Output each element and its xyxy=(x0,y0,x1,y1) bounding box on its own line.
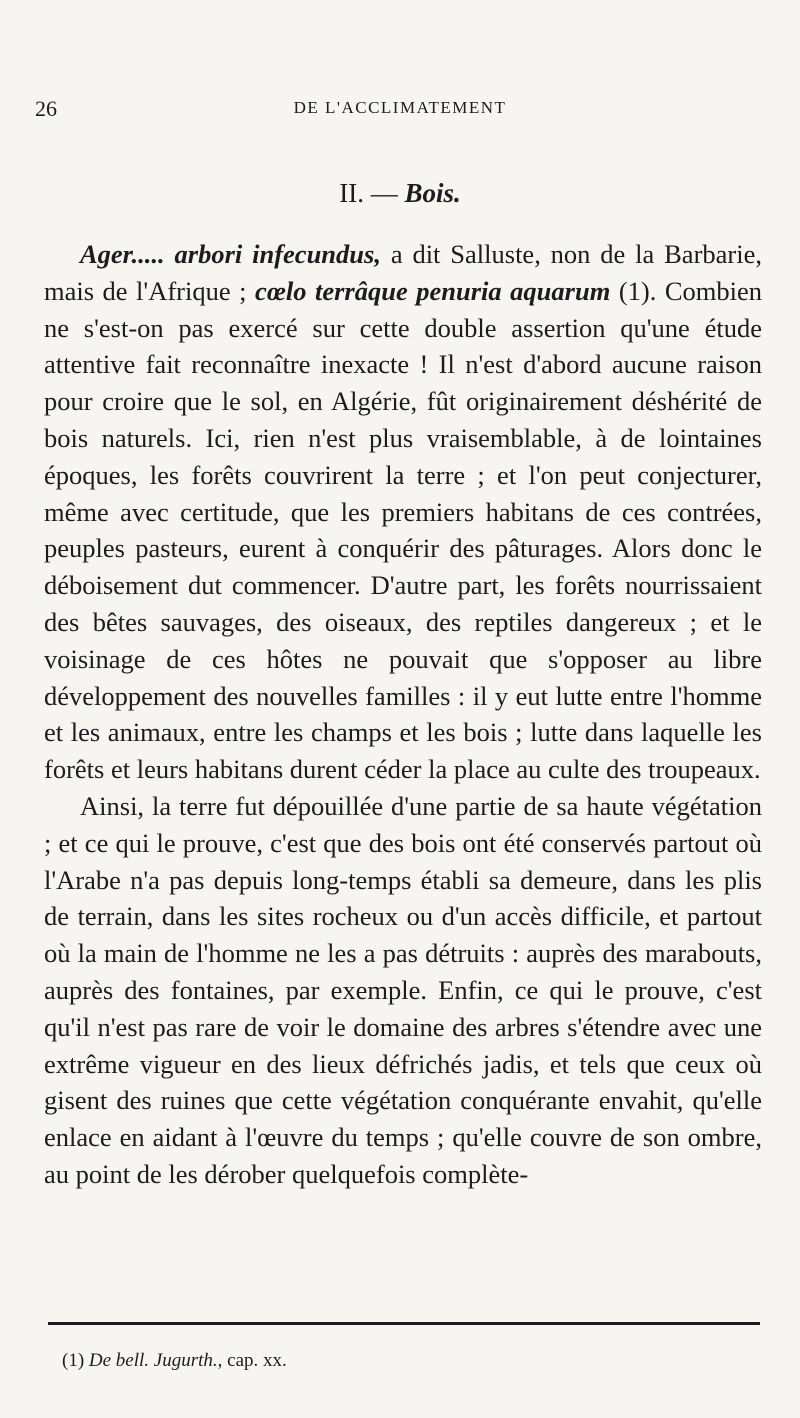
footnote-rule xyxy=(48,1322,760,1325)
text-span: Ager..... arbori infecundus, xyxy=(80,239,381,269)
footnote-rest: , cap. xx. xyxy=(217,1350,287,1371)
section-heading xyxy=(0,178,800,209)
section-title: Bois. xyxy=(404,178,461,208)
body-text xyxy=(44,236,762,1193)
page-header xyxy=(35,96,765,126)
footnote-work: De bell. Jugurth. xyxy=(88,1350,218,1371)
text-span: a dit Salluste, non de la Barbarie, mais de l'Afrique ; xyxy=(44,239,762,306)
text-span: Ainsi, la terre fut dépouillée d'une partie de sa haute végétation ; et ce qui le prouve, c'est que des bois ont été conservés partout où l'Arabe n'a pas depuis long-temps établi sa demeure, dans les plis de terrain, dans les sites rocheux ou d'un accès difficile, et partout où la main de l'homme ne les a pas détruits : auprès des marabouts, auprès des fontaines, par exemple. Enfin, ce qui le prouve, c'est qu'il n'est pas rare de voir le domaine des arbres s'étendre avec une extrême vigueur en des lieux défrichés jadis, et tels que ceux où gisent des ruines que cette végétation conquérante envahit, qu'elle enlace en aidant à l'œuvre du temps ; qu'elle couvre de son ombre, au point de les dérober quelquefois complète- xyxy=(44,790,762,1189)
page-number: 26 xyxy=(35,96,57,121)
paragraph-1 xyxy=(44,236,762,788)
text-span: (1). Combien ne s'est-on pas exercé sur cette double assertion qu'une étude attentive fait reconnaître inexacte ! Il n'est d'abord aucune raison pour croire que le sol, en Algérie, fût originairement déshérité de bois naturels. Ici, rien n'est plus vraisemblable, à de lointaines époques, les forêts couvrirent la terre ; et l'on peut conjecturer, même avec certitude, que les premiers habitans de ces contrées, peuples pasteurs, eurent à conquérir des pâturages. Alors donc le déboisement dut commencer. D'autre part, les forêts nourrissaient des bêtes sauvages, des oiseaux, des reptiles dangereux ; et le voisinage de ces hôtes ne pouvait que s'opposer au libre développement des nouvelles familles : il y eut lutte entre l'homme et les animaux, entre les champs et les bois ; lutte dans laquelle les forêts et leurs habitans durent céder la place au culte des troupeaux. xyxy=(44,275,762,785)
text-span: cœlo terrâque penuria aquarum xyxy=(254,275,611,306)
footnote-marker: (1) xyxy=(62,1350,89,1371)
section-number: II. — xyxy=(339,178,405,208)
footnote xyxy=(62,1350,287,1372)
paragraph-2 xyxy=(44,788,762,1193)
running-title: DE L'ACCLIMATEMENT xyxy=(293,98,507,117)
